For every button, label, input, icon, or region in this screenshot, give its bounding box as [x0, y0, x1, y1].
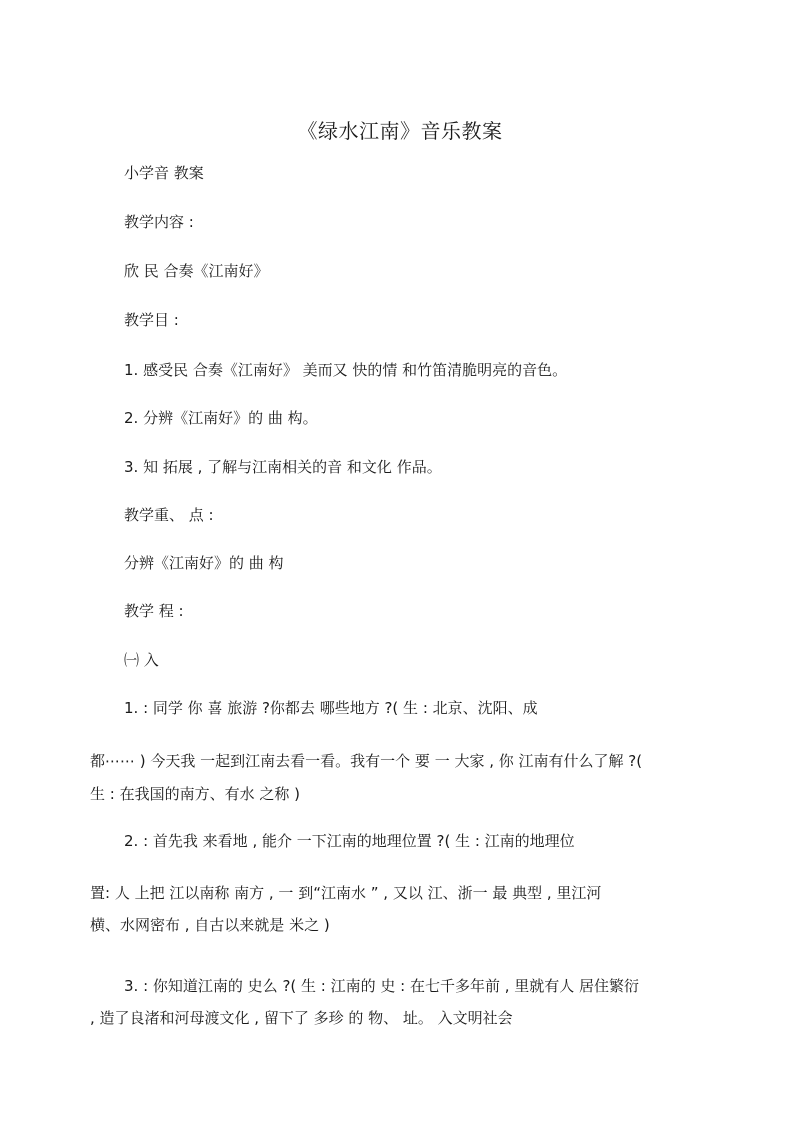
line-step-1-c: 生 : 在我国的南方、有水 之称 ): [90, 785, 300, 803]
line-subtitle: 小学音 教案: [124, 164, 204, 182]
line-heading-process: 教学 程 :: [124, 602, 184, 620]
line-step-2-b: 置: 人 上把 江以南称 南方 , 一 到“江南水 ” , 又以 江、浙一 最 典型 , 里江河: [90, 884, 602, 902]
line-goal-2: 2. 分辨《江南好》的 曲 构。: [124, 409, 318, 427]
line-step-2-a: 2. : 首先我 来看地 , 能介 一下江南的地理位置 ?( 生 : 江南的地理位: [124, 832, 575, 850]
line-content: 欣 民 合奏《江南好》: [124, 262, 269, 280]
line-step-1-a: 1. : 同学 你 喜 旅游 ?你都去 哪些地方 ?( 生 : 北京、沈阳、成: [124, 699, 538, 717]
line-heading-goals: 教学目 :: [124, 311, 179, 329]
line-step-1-b: 都⋯⋯ ) 今天我 一起到江南去看一看。我有一个 要 一 大家 , 你 江南有什么了解 ?(: [90, 752, 643, 770]
line-step-3-a: 3. : 你知道江南的 史么 ?( 生 : 江南的 史 : 在七千多年前 , 里就有人 居住繁衍: [124, 977, 640, 995]
line-goal-3: 3. 知 拓展 , 了解与江南相关的音 和文化 作品。: [124, 458, 442, 476]
line-keypoints: 分辨《江南好》的 曲 构: [124, 554, 284, 572]
document-title: 《绿水江南》音乐教案: [297, 119, 503, 143]
line-section-intro: ㈠ 入: [124, 651, 159, 669]
line-step-2-c: 横、水网密布 , 自古以来就是 米之 ): [90, 916, 330, 934]
line-goal-1: 1. 感受民 合奏《江南好》 美而又 快的情 和竹笛清脆明亮的音色。: [124, 361, 568, 379]
line-step-3-b: , 造了良渚和河母渡文化 , 留下了 多珍 的 物、 址。 入文明社会: [90, 1009, 513, 1027]
line-heading-content: 教学内容 :: [124, 213, 194, 231]
line-heading-keypoints: 教学重、 点 :: [124, 506, 214, 524]
